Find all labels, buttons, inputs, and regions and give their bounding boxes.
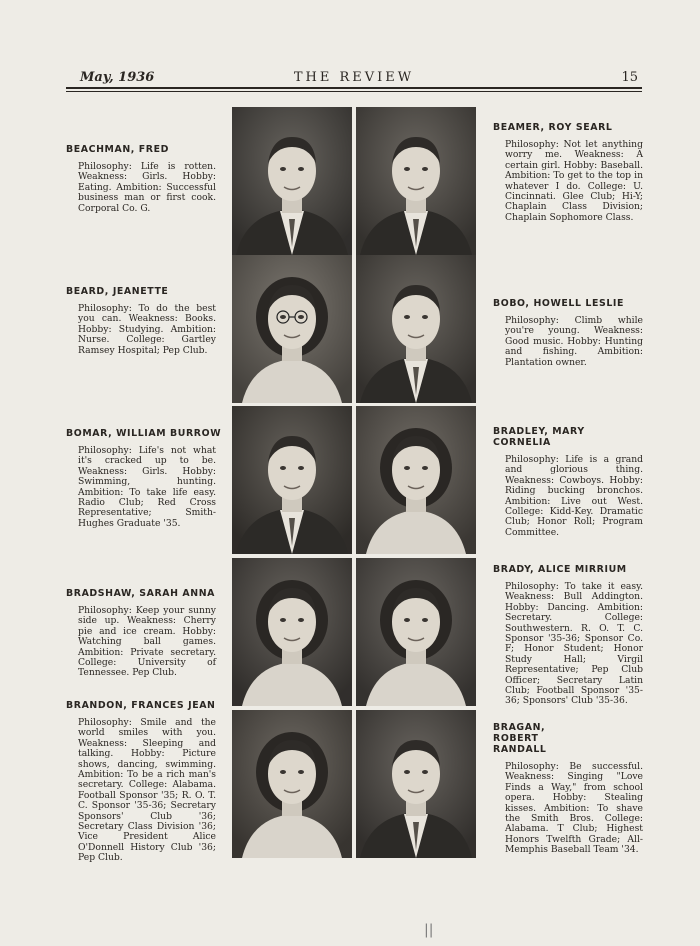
portrait-photo — [232, 255, 352, 403]
student-bio: Philosophy: Smile and the world smiles with you. Weakness: Sleeping and talking. Hobby: Picture shows, dancing, swimming. Ambition: To be a rich man's secretary. College: Alabama. Football Sponsor '35; R. O. T. C. Sponsor '35-36; Secretary Sponsors' Club '36; Secretary Class Division '36; Vice President Alice O'Donnell History Club '36; Pep Club. — [78, 717, 216, 864]
student-name: BRANDON, FRANCES JEAN — [66, 700, 216, 711]
student-name: BRADY, ALICE MIRRIUM — [493, 564, 627, 575]
student-name: BRADSHAW, SARAH ANNA — [66, 588, 216, 599]
student-entry — [493, 122, 653, 223]
student-entry — [66, 428, 221, 529]
student-entry — [66, 286, 216, 356]
portrait-photo — [356, 710, 476, 858]
student-bio: Philosophy: Be successful. Weakness: Singing "Love Finds a Way," from school opera. Hobby: Stealing kisses. Ambition: To shave the Smith Bros. College: Alabama. T Club; Highest Honors Twelfth Grade; All-Memphis Baseball Team '34. — [505, 761, 643, 856]
student-bio: Philosophy: Climb while you're young. Weakness: Good music. Hobby: Hunting and fishing. Ambition: Plantation owner. — [505, 315, 643, 368]
student-entry — [493, 722, 653, 856]
student-bio: Philosophy: To take it easy. Weakness: Bull Addington. Hobby: Dancing. Ambition: Secretary. College: Southwestern. R. O. T. C. Sponsor '35-36; Sponsor Co. F; Honor Student; Honor Study Hall; Virgil Representative; Pep Club Officer; Secretary Latin Club; Football Sponsor '35-36; Sponsors' Club '35-36. — [505, 581, 643, 707]
student-bio: Philosophy: Life's not what it's cracked up to be. Weakness: Girls. Hobby: Swimming, hunting. Ambition: To take life easy. Radio Club; Red Cross Representative; Smith-Hughes Graduate '35. — [78, 445, 216, 529]
student-name: BEARD, JEANETTE — [66, 286, 169, 297]
student-entry — [493, 426, 653, 538]
portrait-photo — [356, 255, 476, 403]
student-entry — [493, 564, 653, 707]
student-name: BRAGAN, ROBERT RANDALL — [493, 722, 547, 755]
portrait-photo — [232, 107, 352, 255]
student-name: BOBO, HOWELL LESLIE — [493, 298, 625, 309]
student-entry — [66, 700, 216, 864]
student-entry — [66, 144, 216, 214]
student-bio: Philosophy: Not let anything worry me. Weakness: A certain girl. Hobby: Baseball. Ambition: To get to the top in whatever I do. College: U. Cincinnati. Glee Club; Hi-Y; Chaplain Class Division; Chaplain Sophomore Class. — [505, 139, 643, 223]
issue-date: May, 1936 — [80, 70, 155, 85]
publication-title: THE REVIEW — [293, 70, 415, 85]
header-rule-thin — [66, 91, 642, 92]
student-name: BOMAR, WILLIAM BURROW — [66, 428, 222, 439]
student-name: BEACHMAN, FRED — [66, 144, 169, 155]
student-bio: Philosophy: Life is rotten. Weakness: Girls. Hobby: Eating. Ambition: Successful business man or first cook. Corporal Co. G. — [78, 161, 216, 214]
footer-mark: || — [424, 922, 434, 938]
student-entry — [66, 588, 216, 679]
portrait-photo — [356, 107, 476, 255]
student-bio: Philosophy: Life is a grand and glorious thing. Weakness: Cowboys. Hobby: Riding bucking bronchos. Ambition: Live out West. College: Kidd-Key. Dramatic Club; Honor Roll; Program Committee. — [505, 454, 643, 538]
student-name: BEAMER, ROY SEARL — [493, 122, 613, 133]
portrait-photo — [356, 406, 476, 554]
portrait-photo — [232, 406, 352, 554]
portrait-photo — [356, 558, 476, 706]
student-entry — [493, 298, 653, 368]
student-bio: Philosophy: To do the best you can. Weakness: Books. Hobby: Studying. Ambition: Nurse. College: Gartley Ramsey Hospital; Pep Club. — [78, 303, 216, 356]
page-number: 15 — [621, 70, 638, 85]
student-bio: Philosophy: Keep your sunny side up. Weakness: Cherry pie and ice cream. Hobby: Watching ball games. Ambition: Private secretary. College: University of Tennessee. Pep Club. — [78, 605, 216, 679]
header-rule-thick — [66, 87, 642, 89]
portrait-photo — [232, 558, 352, 706]
portrait-photo — [232, 710, 352, 858]
student-name: BRADLEY, MARY CORNELIA — [493, 426, 585, 448]
